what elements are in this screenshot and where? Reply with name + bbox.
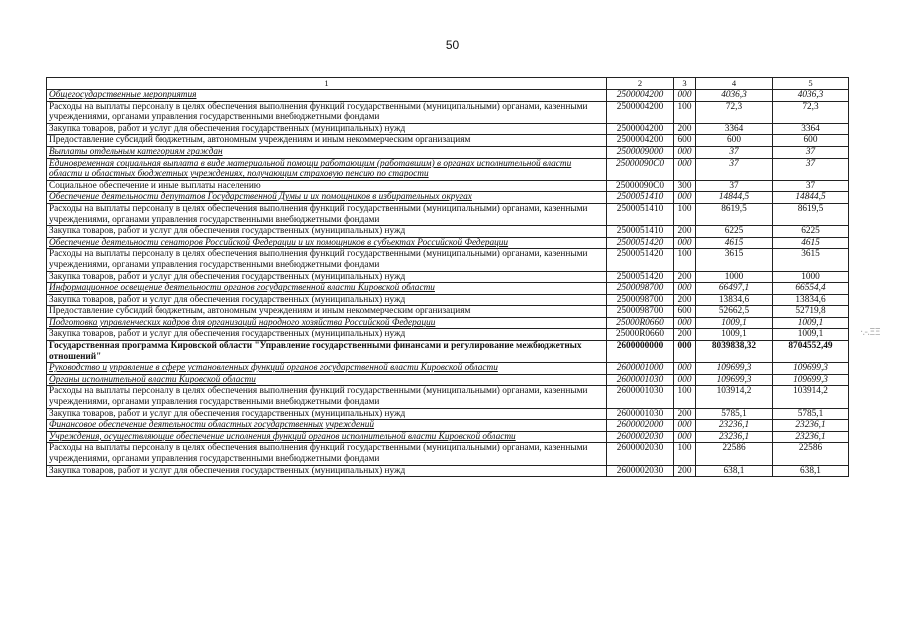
expense-type-code-cell: 000 (674, 237, 696, 249)
table-row (47, 180, 849, 192)
amount-year-1-cell: 8619,5 (696, 203, 773, 225)
target-article-code-cell: 2500051420 (607, 249, 674, 271)
amount-year-2-cell: 5785,1 (773, 408, 849, 420)
amount-year-2-cell: 1009,1 (773, 317, 849, 329)
target-article-code-cell: 2500051410 (607, 226, 674, 238)
expense-type-code-cell: 000 (674, 158, 696, 180)
table-row (47, 237, 849, 249)
amount-year-2-cell: 1000 (773, 271, 849, 283)
column-number-1: 1 (47, 78, 607, 90)
expense-type-code-cell: 000 (674, 431, 696, 443)
amount-year-2-cell: 8619,5 (773, 203, 849, 225)
table-row (47, 158, 849, 180)
amount-year-1-cell: 37 (696, 180, 773, 192)
expense-name-cell: Государственная программа Кировской области "Управление государственными финансами и регулирование межбюджетных отношений" (47, 341, 607, 363)
expense-type-code-cell: 000 (674, 283, 696, 295)
column-number-3: 3 (674, 78, 696, 90)
amount-year-1-cell: 4615 (696, 237, 773, 249)
amount-year-2-cell: 13834,6 (773, 294, 849, 306)
amount-year-2-cell: 14844,5 (773, 192, 849, 204)
expense-type-code-cell: 100 (674, 386, 696, 408)
expense-name-cell: Выплаты отдельным категориям граждан (47, 146, 607, 158)
target-article-code-cell: 2500004200 (607, 101, 674, 123)
expense-type-code-cell: 100 (674, 443, 696, 465)
table-row (47, 101, 849, 123)
expense-name-cell: Расходы на выплаты персоналу в целях обеспечения выполнения функций государственными (муниципальными) органами, казенными учреждениями, органами управления государственными внебюджетными фондами (47, 386, 607, 408)
amount-year-1-cell: 13834,6 (696, 294, 773, 306)
target-article-code-cell: 2600002030 (607, 465, 674, 477)
target-article-code-cell: 2600001030 (607, 374, 674, 386)
target-article-code-cell: 2500051420 (607, 237, 674, 249)
expense-type-code-cell: 200 (674, 123, 696, 135)
table-row (47, 374, 849, 386)
amount-year-2-cell: 23236,1 (773, 431, 849, 443)
amount-year-2-cell: 37 (773, 146, 849, 158)
amount-year-1-cell: 109699,3 (696, 374, 773, 386)
column-number-row (47, 78, 849, 90)
target-article-code-cell: 2500098700 (607, 283, 674, 295)
target-article-code-cell: 2600001030 (607, 386, 674, 408)
amount-year-2-cell: 6225 (773, 226, 849, 238)
expense-name-cell: Предоставление субсидий бюджетным, автономным учреждениям и иным некоммерческим организациям (47, 306, 607, 318)
target-article-code-cell: 2500051410 (607, 203, 674, 225)
amount-year-1-cell: 4036,3 (696, 90, 773, 102)
expense-name-cell: Закупка товаров, работ и услуг для обеспечения государственных (муниципальных) нужд (47, 329, 607, 341)
expense-type-code-cell: 000 (674, 192, 696, 204)
target-article-code-cell: 2500004200 (607, 135, 674, 147)
target-article-code-cell: 25000090С0 (607, 158, 674, 180)
amount-year-2-cell: 4615 (773, 237, 849, 249)
expense-name-cell: Органы исполнительной власти Кировской области (47, 374, 607, 386)
expense-type-code-cell: 000 (674, 146, 696, 158)
expense-type-code-cell: 200 (674, 329, 696, 341)
expense-type-code-cell: 000 (674, 374, 696, 386)
expense-type-code-cell: 200 (674, 465, 696, 477)
table-row (47, 203, 849, 225)
expense-name-cell: Закупка товаров, работ и услуг для обеспечения государственных (муниципальных) нужд (47, 271, 607, 283)
amount-year-2-cell: 8704552,49 (773, 341, 849, 363)
table-row (47, 408, 849, 420)
amount-year-1-cell: 109699,3 (696, 363, 773, 375)
expense-name-cell: Единовременная социальная выплата в виде материальной помощи работающим (работавшим) в органах исполнительной власти области и областных бюджетных учреждениях, получающим страховую пенсию по старости (47, 158, 607, 180)
column-number-5: 5 (773, 78, 849, 90)
table-row (47, 341, 849, 363)
target-article-code-cell: 25000090С0 (607, 180, 674, 192)
target-article-code-cell: 2500004200 (607, 123, 674, 135)
target-article-code-cell: 2500051410 (607, 192, 674, 204)
expense-type-code-cell: 000 (674, 90, 696, 102)
amount-year-2-cell: 109699,3 (773, 374, 849, 386)
amount-year-1-cell: 23236,1 (696, 431, 773, 443)
budget-table (46, 77, 849, 477)
expense-name-cell: Подготовка управленческих кадров для организаций народного хозяйства Российской Федерации (47, 317, 607, 329)
amount-year-1-cell: 22586 (696, 443, 773, 465)
expense-type-code-cell: 000 (674, 317, 696, 329)
amount-year-1-cell: 103914,2 (696, 386, 773, 408)
table-row (47, 294, 849, 306)
amount-year-1-cell: 23236,1 (696, 420, 773, 432)
expense-name-cell: Обеспечение деятельности депутатов Государственной Думы и их помощников в избирательных округах (47, 192, 607, 204)
amount-year-2-cell: 37 (773, 158, 849, 180)
table-row (47, 317, 849, 329)
table-row (47, 135, 849, 147)
expense-type-code-cell: 000 (674, 363, 696, 375)
expense-name-cell: Информационное освещение деятельности органов государственной власти Кировской области (47, 283, 607, 295)
amount-year-1-cell: 66497,1 (696, 283, 773, 295)
expense-name-cell: Расходы на выплаты персоналу в целях обеспечения выполнения функций государственными (муниципальными) органами, казенными учреждениями, органами управления государственными внебюджетными фондами (47, 101, 607, 123)
expense-type-code-cell: 200 (674, 226, 696, 238)
amount-year-1-cell: 3364 (696, 123, 773, 135)
table-row (47, 90, 849, 102)
target-article-code-cell: 2600002030 (607, 431, 674, 443)
expense-type-code-cell: 200 (674, 408, 696, 420)
amount-year-1-cell: 6225 (696, 226, 773, 238)
column-number-4: 4 (696, 78, 773, 90)
page-number: 50 (445, 38, 460, 52)
target-article-code-cell: 2600002000 (607, 420, 674, 432)
amount-year-1-cell: 1000 (696, 271, 773, 283)
expense-name-cell: Финансовое обеспечение деятельности областных государственных учреждений (47, 420, 607, 432)
amount-year-2-cell: 72,3 (773, 101, 849, 123)
table-row (47, 192, 849, 204)
amount-year-2-cell: 103914,2 (773, 386, 849, 408)
amount-year-1-cell: 52662,5 (696, 306, 773, 318)
amount-year-1-cell: 72,3 (696, 101, 773, 123)
expense-type-code-cell: 100 (674, 249, 696, 271)
expense-name-cell: Закупка товаров, работ и услуг для обеспечения государственных (муниципальных) нужд (47, 408, 607, 420)
expense-name-cell: Учреждения, осуществляющие обеспечение исполнения функций органов исполнительной власти Кировской области (47, 431, 607, 443)
amount-year-2-cell: 3615 (773, 249, 849, 271)
target-article-code-cell: 2500051420 (607, 271, 674, 283)
expense-type-code-cell: 100 (674, 203, 696, 225)
amount-year-1-cell: 37 (696, 158, 773, 180)
expense-type-code-cell: 600 (674, 135, 696, 147)
table-row (47, 283, 849, 295)
expense-type-code-cell: 200 (674, 271, 696, 283)
target-article-code-cell: 2500004200 (607, 90, 674, 102)
expense-name-cell: Руководство и управление в сфере установленных функций органов государственной власти Кировской области (47, 363, 607, 375)
amount-year-2-cell: 1009,1 (773, 329, 849, 341)
amount-year-2-cell: 22586 (773, 443, 849, 465)
amount-year-2-cell: 3364 (773, 123, 849, 135)
amount-year-2-cell: 66554,4 (773, 283, 849, 295)
amount-year-1-cell: 37 (696, 146, 773, 158)
expense-type-code-cell: 200 (674, 294, 696, 306)
amount-year-1-cell: 600 (696, 135, 773, 147)
expense-type-code-cell: 600 (674, 306, 696, 318)
amount-year-1-cell: 3615 (696, 249, 773, 271)
table-row (47, 249, 849, 271)
table-row (47, 329, 849, 341)
amount-year-1-cell: 1009,1 (696, 329, 773, 341)
target-article-code-cell: 25000R0660 (607, 329, 674, 341)
amount-year-1-cell: 14844,5 (696, 192, 773, 204)
table-row (47, 226, 849, 238)
column-number-2: 2 (607, 78, 674, 90)
amount-year-2-cell: 37 (773, 180, 849, 192)
amount-year-2-cell: 638,1 (773, 465, 849, 477)
table-row (47, 306, 849, 318)
table-row (47, 123, 849, 135)
table-row (47, 465, 849, 477)
target-article-code-cell: 25000R0660 (607, 317, 674, 329)
expense-type-code-cell: 000 (674, 420, 696, 432)
target-article-code-cell: 2600001030 (607, 408, 674, 420)
expense-name-cell: Расходы на выплаты персоналу в целях обеспечения выполнения функций государственными (муниципальными) органами, казенными учреждениями, органами управления государственными внебюджетными фондами (47, 203, 607, 225)
table-row (47, 443, 849, 465)
expense-type-code-cell: 000 (674, 341, 696, 363)
expense-type-code-cell: 300 (674, 180, 696, 192)
table-row (47, 271, 849, 283)
table-row (47, 146, 849, 158)
amount-year-1-cell: 5785,1 (696, 408, 773, 420)
table-row (47, 363, 849, 375)
target-article-code-cell: 2600002030 (607, 443, 674, 465)
amount-year-2-cell: 52719,8 (773, 306, 849, 318)
amount-year-2-cell: 4036,3 (773, 90, 849, 102)
table-row (47, 431, 849, 443)
target-article-code-cell: 2600001000 (607, 363, 674, 375)
target-article-code-cell: 2500098700 (607, 294, 674, 306)
budget-table-body (47, 78, 849, 477)
amount-year-1-cell: 1009,1 (696, 317, 773, 329)
expense-name-cell: Общегосударственные мероприятия (47, 90, 607, 102)
expense-name-cell: Расходы на выплаты персоналу в целях обеспечения выполнения функций государственными (муниципальными) органами, казенными учреждениями, органами управления государственными внебюджетными фондами (47, 249, 607, 271)
expense-name-cell: Расходы на выплаты персоналу в целях обеспечения выполнения функций государственными (муниципальными) органами, казенными учреждениями, органами управления государственными внебюджетными фондами (47, 443, 607, 465)
expense-name-cell: Социальное обеспечение и иные выплаты населению (47, 180, 607, 192)
amount-year-1-cell: 638,1 (696, 465, 773, 477)
expense-name-cell: Закупка товаров, работ и услуг для обеспечения государственных (муниципальных) нужд (47, 294, 607, 306)
amount-year-2-cell: 600 (773, 135, 849, 147)
scan-artifact: ·.-.ΞΞ (860, 327, 880, 338)
expense-name-cell: Закупка товаров, работ и услуг для обеспечения государственных (муниципальных) нужд (47, 226, 607, 238)
expense-name-cell: Закупка товаров, работ и услуг для обеспечения государственных (муниципальных) нужд (47, 465, 607, 477)
target-article-code-cell: 2500009000 (607, 146, 674, 158)
expense-name-cell: Закупка товаров, работ и услуг для обеспечения государственных (муниципальных) нужд (47, 123, 607, 135)
expense-name-cell: Обеспечение деятельности сенаторов Российской Федерации и их помощников в субъектах Российской Федерации (47, 237, 607, 249)
target-article-code-cell: 2500098700 (607, 306, 674, 318)
table-row (47, 386, 849, 408)
expense-type-code-cell: 100 (674, 101, 696, 123)
target-article-code-cell: 2600000000 (607, 341, 674, 363)
expense-name-cell: Предоставление субсидий бюджетным, автономным учреждениям и иным некоммерческим организациям (47, 135, 607, 147)
table-row (47, 420, 849, 432)
amount-year-2-cell: 23236,1 (773, 420, 849, 432)
amount-year-1-cell: 8039838,32 (696, 341, 773, 363)
amount-year-2-cell: 109699,3 (773, 363, 849, 375)
